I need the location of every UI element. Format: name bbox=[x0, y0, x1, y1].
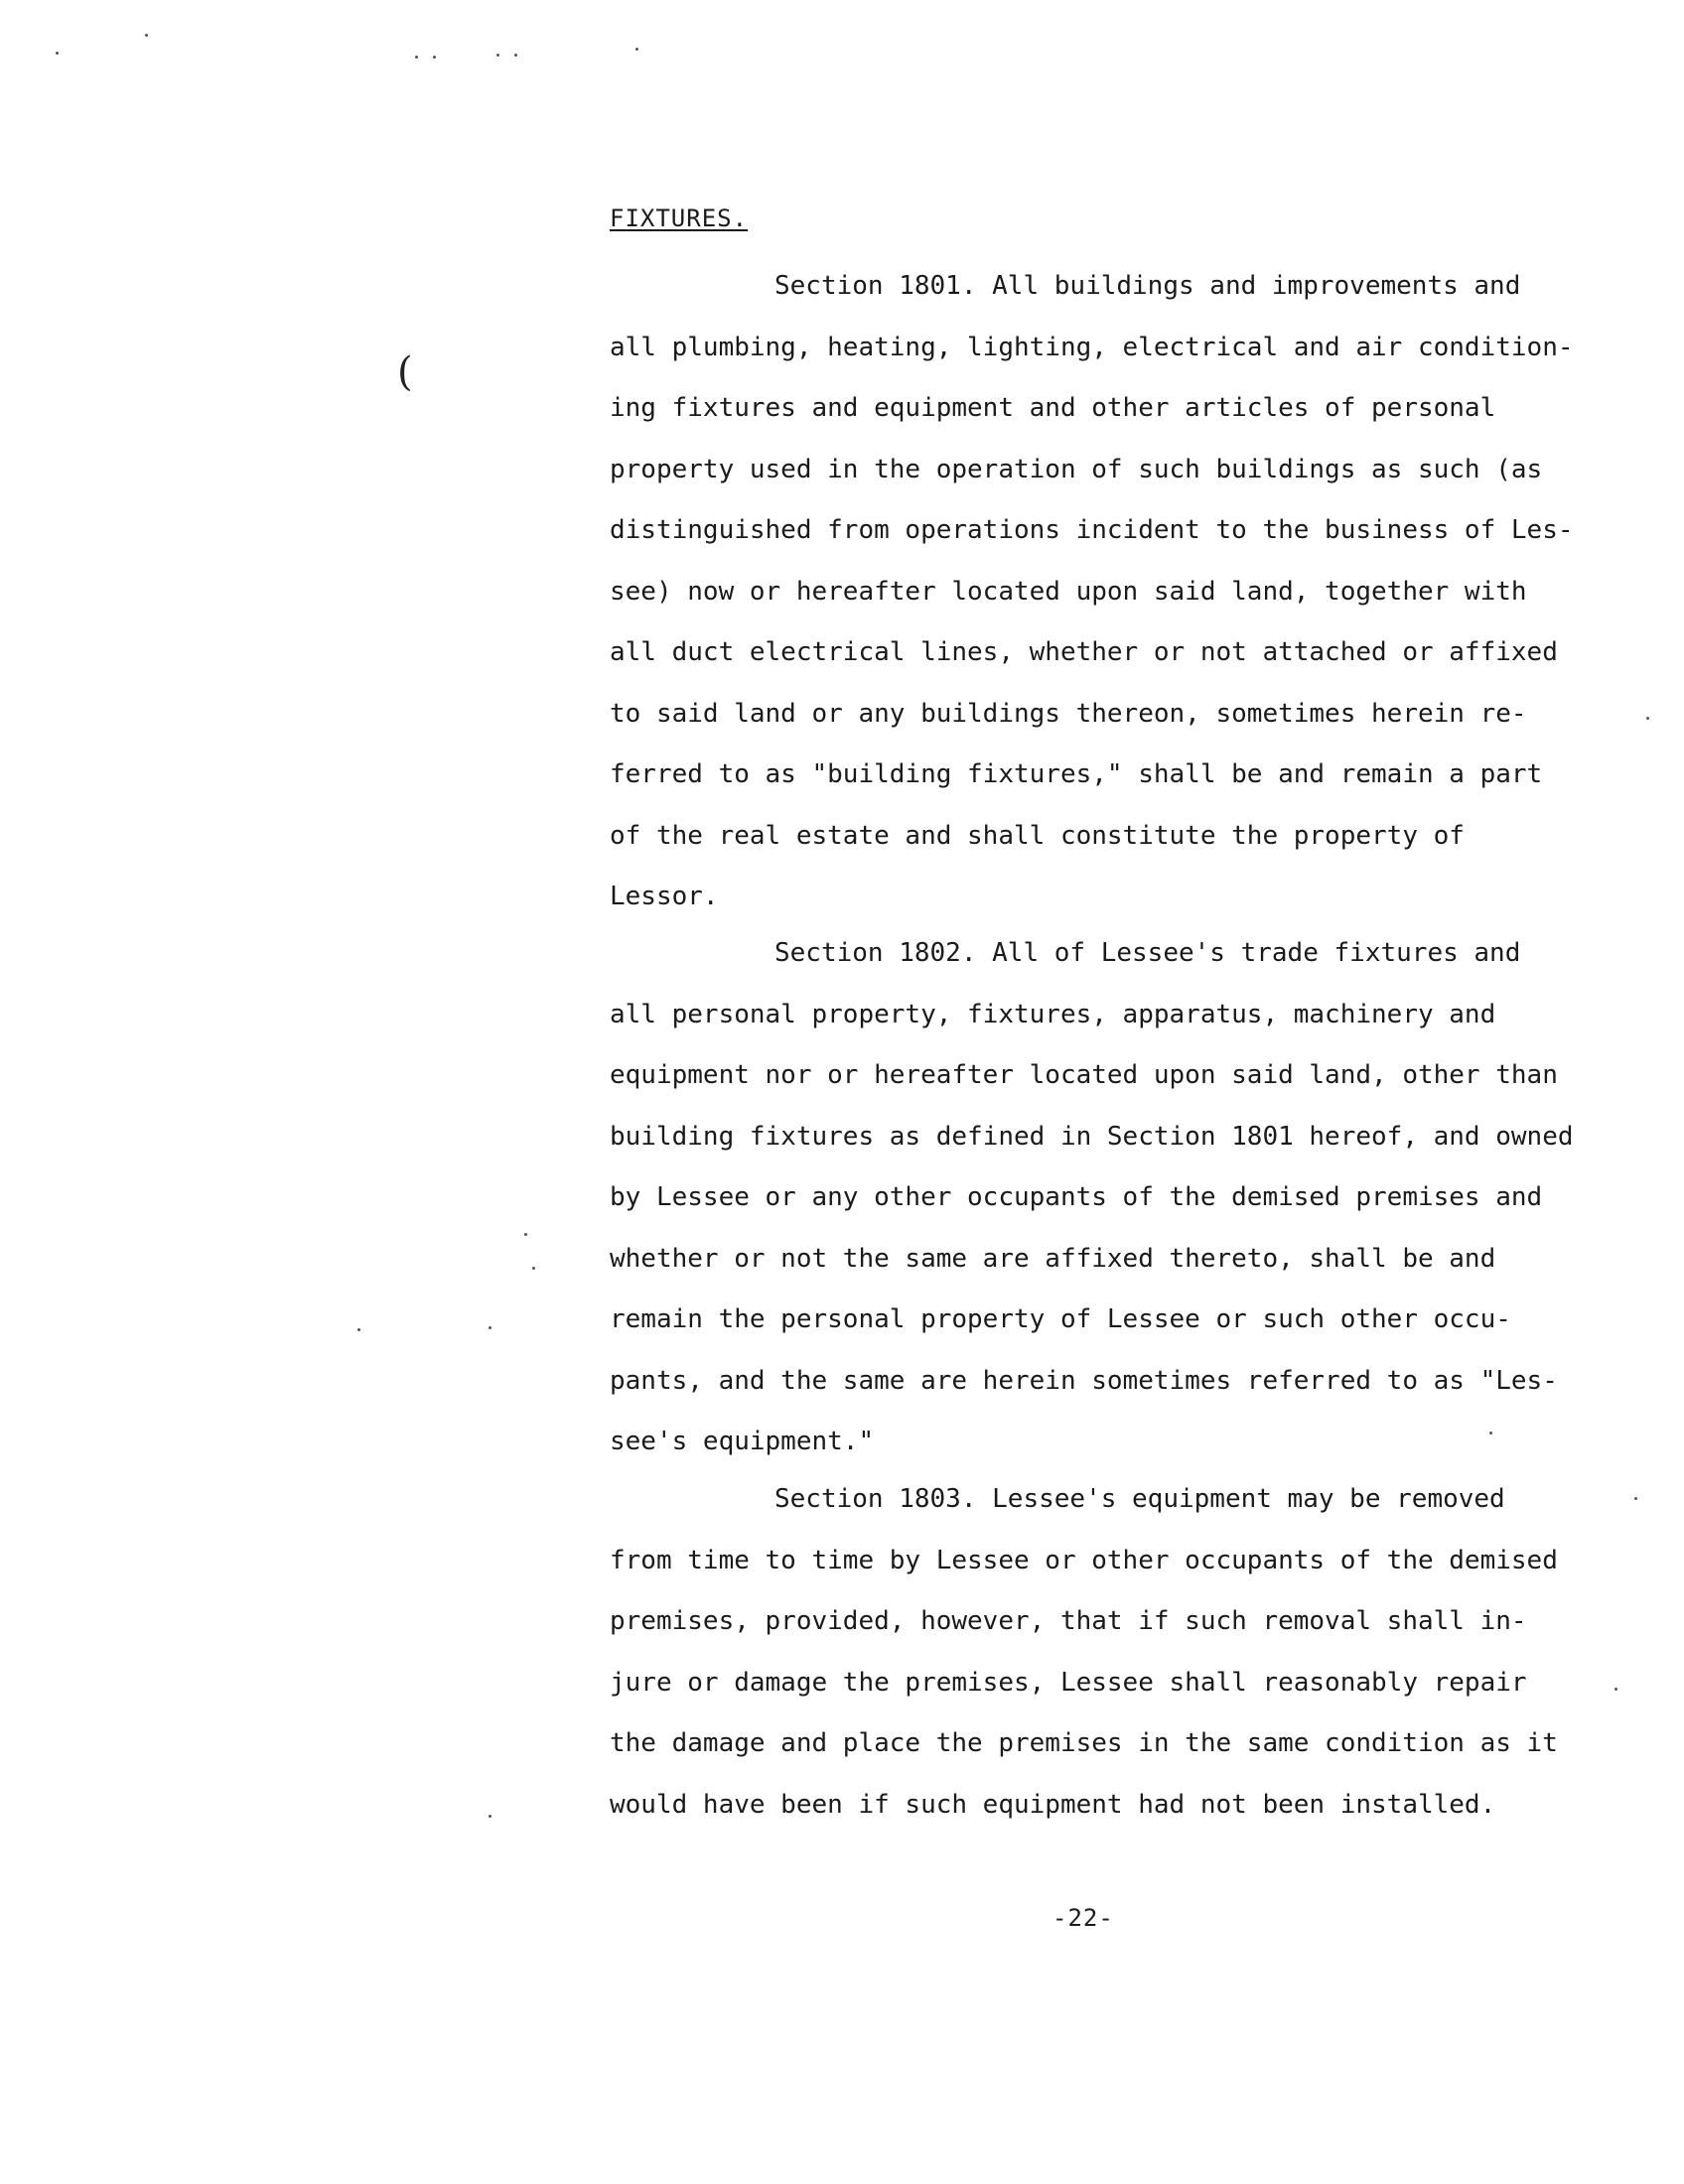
section-heading: FIXTURES. bbox=[610, 205, 749, 232]
scan-speck bbox=[1489, 1432, 1492, 1434]
text-line: property used in the operation of such buildings as such (as bbox=[610, 454, 1543, 484]
section-1802 bbox=[610, 923, 1642, 1473]
text-line: pants, and the same are herein sometimes referred to as "Les- bbox=[610, 1365, 1558, 1396]
text-line: all personal property, fixtures, apparatus, machinery and bbox=[610, 999, 1496, 1029]
scan-speck bbox=[1614, 1688, 1617, 1691]
text-line: would have been if such equipment had not been installed. bbox=[610, 1789, 1496, 1820]
text-line: from time to time by Lessee or other occupants of the demised bbox=[610, 1545, 1558, 1575]
scan-speck bbox=[56, 52, 59, 55]
text-line: the damage and place the premises in the same condition as it bbox=[610, 1728, 1558, 1758]
section-1803 bbox=[610, 1469, 1642, 1836]
text-line: Section 1802. All of Lessee's trade fixtures and bbox=[774, 938, 1521, 968]
page-number: -22- bbox=[1052, 1904, 1114, 1932]
scan-speck bbox=[489, 1326, 491, 1329]
text-line: see) now or hereafter located upon said land, together with bbox=[610, 576, 1527, 607]
scan-speck bbox=[524, 1233, 527, 1236]
text-line: all duct electrical lines, whether or not attached or affixed bbox=[610, 637, 1558, 667]
text-line: Section 1801. All buildings and improvements and bbox=[774, 271, 1521, 301]
scan-speck bbox=[1646, 717, 1649, 720]
scan-speck bbox=[145, 34, 148, 37]
text-line: ing fixtures and equipment and other articles of personal bbox=[610, 393, 1496, 423]
scan-speck bbox=[496, 54, 499, 57]
text-line: to said land or any buildings thereon, sometimes herein re- bbox=[610, 698, 1527, 729]
scan-speck bbox=[532, 1267, 535, 1270]
text-line: jure or damage the premises, Lessee shall reasonably repair bbox=[610, 1667, 1527, 1698]
text-line: Section 1803. Lessee's equipment may be removed bbox=[774, 1484, 1505, 1514]
scan-speck bbox=[1634, 1497, 1637, 1500]
text-line: distinguished from operations incident to the business of Les- bbox=[610, 515, 1574, 545]
scan-speck bbox=[635, 48, 638, 51]
text-line: by Lessee or any other occupants of the demised premises and bbox=[610, 1182, 1543, 1212]
scan-speck bbox=[433, 56, 436, 59]
margin-paren-mark: ( bbox=[397, 349, 413, 395]
text-line: see's equipment." bbox=[610, 1427, 875, 1456]
scan-speck bbox=[514, 54, 517, 57]
section-1801 bbox=[610, 256, 1642, 928]
text-line: all plumbing, heating, lighting, electrical and air condition- bbox=[610, 332, 1574, 362]
text-line: whether or not the same are affixed thereto, shall be and bbox=[610, 1243, 1496, 1274]
text-line: equipment nor or hereafter located upon said land, other than bbox=[610, 1060, 1558, 1090]
text-line: Lessor. bbox=[610, 882, 719, 911]
text-line: building fixtures as defined in Section 1801 hereof, and owned bbox=[610, 1121, 1574, 1152]
text-line: remain the personal property of Lessee or such other occu- bbox=[610, 1304, 1511, 1334]
text-line: premises, provided, however, that if such removal shall in- bbox=[610, 1606, 1527, 1636]
scan-speck bbox=[489, 1815, 491, 1818]
scan-speck bbox=[357, 1328, 360, 1331]
text-line: of the real estate and shall constitute the property of bbox=[610, 820, 1465, 851]
scan-speck bbox=[415, 56, 418, 59]
text-line: ferred to as "building fixtures," shall be and remain a part bbox=[610, 759, 1543, 789]
